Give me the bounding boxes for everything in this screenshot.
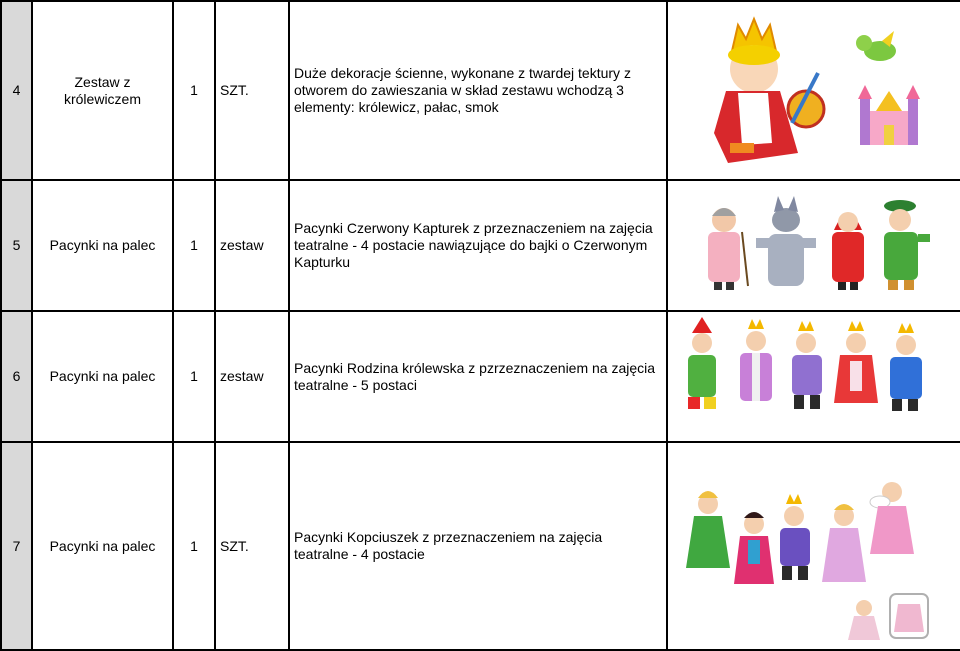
unit: SZT. [215,1,289,180]
product-name: Pacynki na palec [32,311,173,442]
table-row [1,442,960,650]
table-row [1,1,960,180]
quantity: 1 [173,1,215,180]
description: Duże dekoracje ścienne, wykonane z twardej tektury z otworem do zawieszania w skład zestawu wchodzą 3 elementy: królewicz, pałac, smok [289,1,667,180]
product-name: Pacynki na palec [32,180,173,311]
unit: SZT. [215,442,289,650]
description: Pacynki Czerwony Kapturek z przeznaczeniem na zajęcia teatralne - 4 postacie nawiązujące do bajki o Czerwonym Kapturku [289,180,667,311]
row-number: 6 [1,311,32,442]
red-riding-hood-puppets-image [668,182,960,309]
row-number: 4 [1,1,32,180]
row-number: 5 [1,180,32,311]
table-row [1,311,960,442]
product-name: Zestaw z królewiczem [32,1,173,180]
table-row [1,180,960,311]
royal-family-puppets-image [668,313,960,440]
product-image [667,1,960,180]
product-image [667,311,960,442]
product-image [667,442,960,650]
quantity: 1 [173,442,215,650]
description: Pacynki Rodzina królewska z pzrzeznaczeniem na zajęcia teatralne - 5 postaci [289,311,667,442]
quantity: 1 [173,311,215,442]
product-image [667,180,960,311]
unit: zestaw [215,180,289,311]
row-number: 7 [1,442,32,650]
quantity: 1 [173,180,215,311]
unit: zestaw [215,311,289,442]
cinderella-puppets-image [668,444,960,648]
product-name: Pacynki na palec [32,442,173,650]
prince-dragon-palace-image [668,3,960,178]
description: Pacynki Kopciuszek z przeznaczeniem na zajęcia teatralne - 4 postacie [289,442,667,650]
